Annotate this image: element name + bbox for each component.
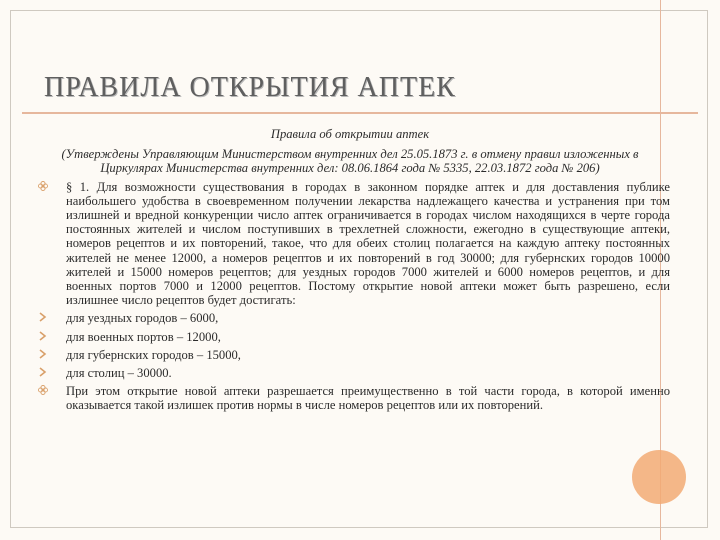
approval-note: (Утверждены Управляющим Министерством внутренних дел 25.05.1873 г. в отмену правил изложенных в Циркулярах Министерства внутренних дел: 08.06.1864 года № 5335, 22.03.1872 года № 206) (61, 147, 639, 176)
flower-bullet-icon (38, 385, 48, 395)
list-item (30, 348, 670, 362)
list-item (30, 384, 670, 412)
list-item (30, 180, 670, 308)
slide-content (30, 124, 670, 413)
flower-bullet-icon (38, 181, 48, 191)
arrow-bullet-icon (38, 349, 48, 359)
title-divider (22, 112, 698, 114)
list-item (30, 311, 670, 325)
subtitle: Правила об открытии аптек (270, 127, 430, 141)
list-item (30, 330, 670, 344)
arrow-bullet-icon (38, 331, 48, 341)
sub-item-4: для столиц – 30000. (66, 366, 172, 381)
decorative-circle (632, 450, 686, 504)
paragraph-2: При этом открытие новой аптеки разрешается преимущественно в той части города, в которой именно оказывается такой излишек против нормы в числе номеров рецептов или их повторений. (66, 384, 670, 413)
slide-title: ПРАВИЛА ОТКРЫТИЯ АПТЕК (44, 72, 456, 103)
sub-item-2: для военных портов – 12000, (66, 329, 221, 344)
list-item (30, 366, 670, 380)
paragraph-1: § 1. Для возможности существования в городах в законном порядке аптек и для доставления публике наибольшего удобства в своевременном получении лекарства надлежащего качества и устранения при том излишней и вредной конкуренции число аптек ограничивается в городах числом находящихся в черте города постоянных жителей и числом поступивших в трехлетней сложности, ежегодно в существующие аптеки, номеров рецептов и их повторений, такое, что для обеих столиц полагается на каждую аптеку постоянных жителей не менее 12000, а номеров рецептов и их повторений в год 30000; для губернских городов 10000 жителей и 15000 номеров рецептов; для уездных городов 7000 жителей и 6000 номеров рецептов, и для военных портов 7000 и 12000 рецептов. Постому открытие новой аптеки может быть разрешено, если излишнее число рецептов будет достигать: (66, 179, 670, 308)
arrow-bullet-icon (38, 367, 48, 377)
arrow-bullet-icon (38, 312, 48, 322)
sub-item-3: для губернских городов – 15000, (66, 347, 241, 362)
sub-item-1: для уездных городов – 6000, (66, 311, 219, 326)
